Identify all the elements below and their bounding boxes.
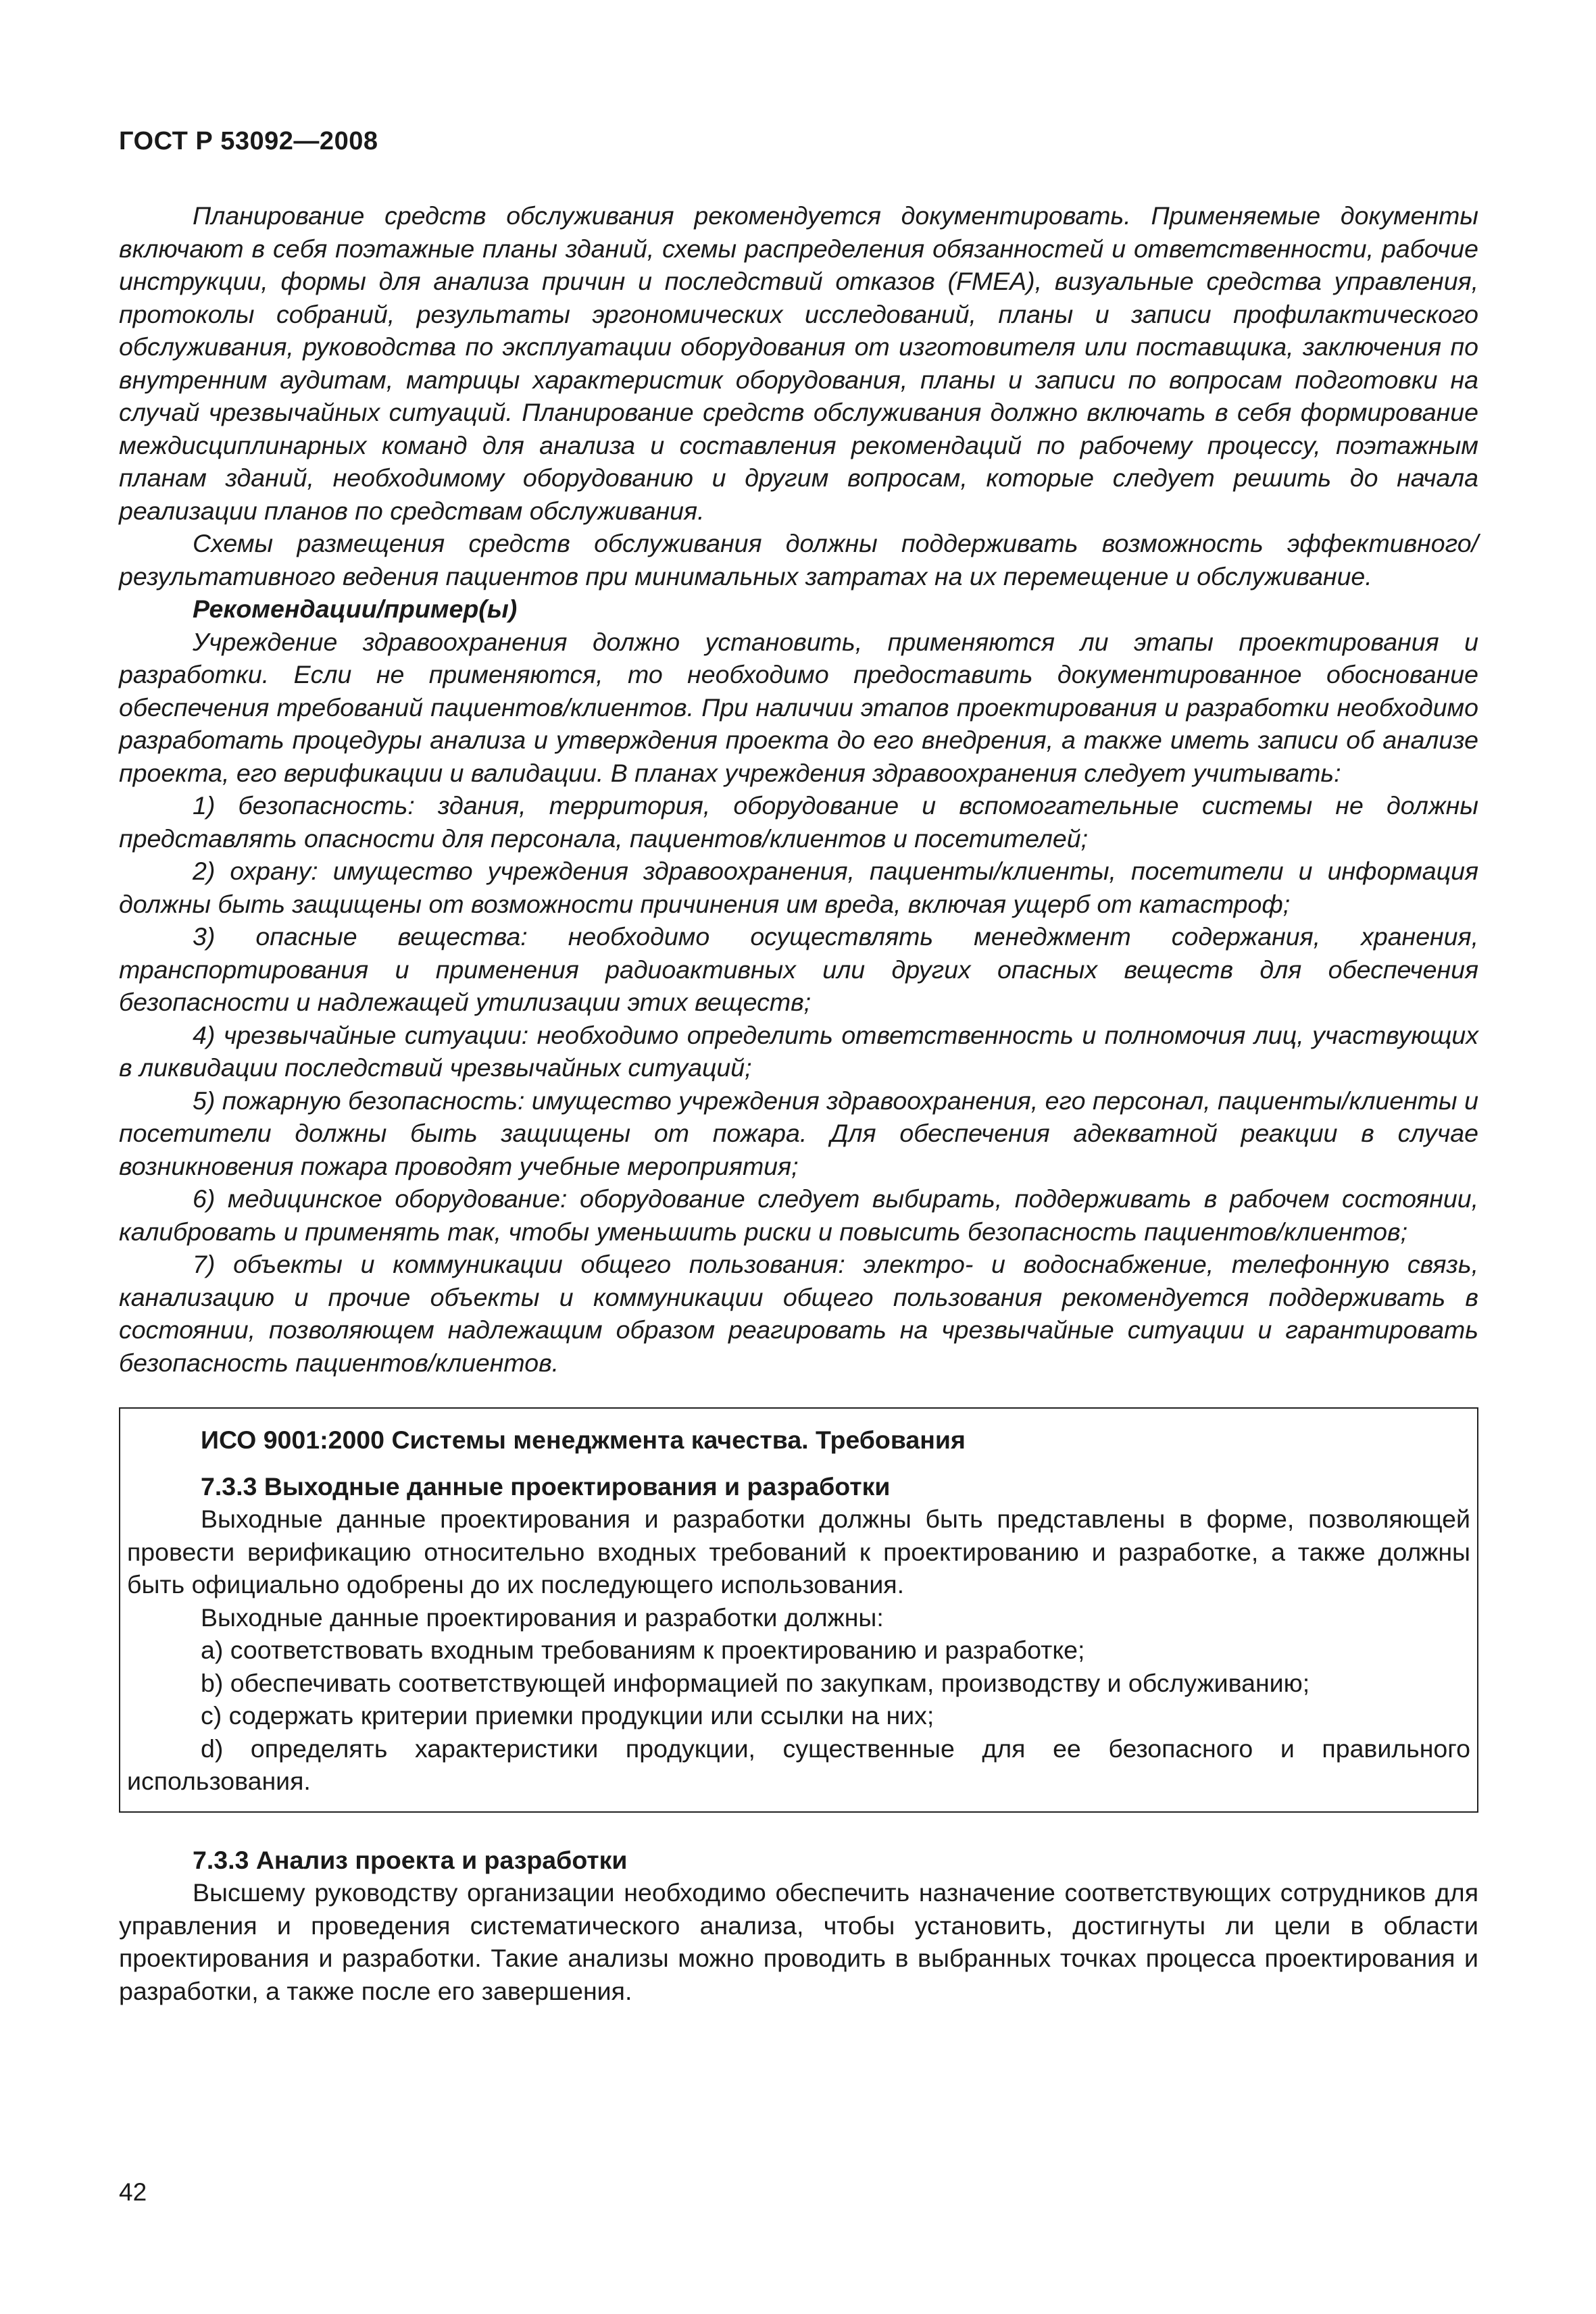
iso-box-subtitle: 7.3.3 Выходные данные проектирования и разработки — [201, 1472, 891, 1501]
recommendation-item: 3) опасные вещества: необходимо осуществлять менеджмент содержания, хранения, транспортирования и применения радиоактивных или других опасных веществ для обеспечения безопасности и надлежащей утилизации этих веществ; — [119, 922, 1478, 1016]
guidance-block — [119, 199, 1478, 1379]
iso-requirements-box — [119, 1407, 1478, 1813]
recommendation-item: 7) объекты и коммуникации общего пользования: электро- и водоснабжение, телефонную связь, канализацию и прочие объекты и коммуникации общего пользования рекомендуется поддерживать в состоянии, позволяющем надлежащим образом реагировать на чрезвычайные ситуации и гарантировать безопасность пациентов/клиентов. — [119, 1250, 1478, 1377]
iso-box-item: c) содержать критерии приемки продукции или ссылки на них; — [201, 1701, 934, 1730]
recommendation-paragraph: Учреждение здравоохранения должно установить, применяются ли этапы проектирования и разработки. Если не применяются, то необходимо предоставить документированное обоснование обеспечения требований пациентов/клиентов. При наличии этапов проектирования и разработки необходимо разработать процедуры анализа и утверждения проекта до его внедрения, а также иметь записи об анализе проекта, его верификации и валидации. В планах учреждения здравоохранения следует учитывать: — [119, 627, 1478, 787]
document-body — [119, 199, 1478, 2007]
recommendation-item: 6) медицинское оборудование: оборудование следует выбирать, поддерживать в рабочем состоянии, калибровать и применять так, чтобы уменьшить риски и повысить безопасность пациентов/клиентов; — [119, 1184, 1478, 1246]
iso-box-item: b) обеспечивать соответствующей информацией по закупкам, производству и обслуживанию; — [201, 1668, 1310, 1697]
recommendation-item: 2) охрану: имущество учреждения здравоохранения, пациенты/клиенты, посетители и информация должны быть защищены от возможности причинения им вреда, включая ущерб от катастроф; — [119, 857, 1478, 918]
recommendation-item: 4) чрезвычайные ситуации: необходимо определить ответственность и полномочия лиц, участвующих в ликвидации последствий чрезвычайных ситуаций; — [119, 1020, 1478, 1082]
iso-box-paragraph: Выходные данные проектирования и разработки должны быть представлены в форме, позволяющей провести верификацию относительно входных требований к проектированию и разработке, а также должны быть официально одобрены до их последующего использования. — [127, 1505, 1470, 1599]
iso-box-title: ИСО 9001:2000 Системы менеджмента качества. Требования — [201, 1426, 966, 1454]
design-review-section — [119, 1844, 1478, 2008]
recommendations-heading: Рекомендации/пример(ы) — [193, 595, 518, 623]
iso-box-item: d) определять характеристики продукции, существенные для ее безопасного и правильного использования. — [127, 1734, 1470, 1795]
iso-box-item: a) соответствовать входным требованиям к проектированию и разработке; — [201, 1636, 1085, 1664]
section-heading: 7.3.3 Анализ проекта и разработки — [193, 1845, 628, 1874]
guidance-paragraph: Схемы размещения средств обслуживания должны поддерживать возможность эффективного/результативного ведения пациентов при минимальных затратах на их перемещение и обслуживание. — [119, 529, 1478, 590]
iso-box-paragraph: Выходные данные проектирования и разработки должны: — [201, 1603, 884, 1632]
page-number: 42 — [119, 2178, 147, 2206]
guidance-paragraph: Планирование средств обслуживания рекомендуется документировать. Применяемые документы включают в себя поэтажные планы зданий, схемы распределения обязанностей и ответственности, рабочие инструкции, формы для анализа причин и последствий отказов (FMEA), визуальные средства управления, протоколы собраний, результаты эргономических исследований, планы и записи профилактического обслуживания, руководства по эксплуатации оборудования от изготовителя или поставщика, заключения по внутренним аудитам, матрицы характеристик оборудования, планы и записи по вопросам подготовки на случай чрезвычайных ситуаций. Планирование средств обслуживания должно включать в себя формирование междисциплинарных команд для анализа и составления рекомендаций по рабочему процессу, поэтажным планам зданий, необходимому оборудованию и другим вопросам, которые следует решить до начала реализации планов по средствам обслуживания. — [119, 201, 1478, 525]
section-paragraph: Высшему руководству организации необходимо обеспечить назначение соответствующих сотрудников для управления и проведения систематического анализа, чтобы установить, достигнуты ли цели в области проектирования и разработки. Такие анализы можно проводить в выбранных точках процесса проектирования и разработки, а также после его завершения. — [119, 1878, 1478, 2005]
recommendation-item: 1) безопасность: здания, территория, оборудование и вспомогательные системы не должны представлять опасности для персонала, пациентов/клиентов и посетителей; — [119, 791, 1478, 853]
standard-header: ГОСТ Р 53092—2008 — [119, 127, 378, 155]
recommendation-item: 5) пожарную безопасность: имущество учреждения здравоохранения, его персонал, пациенты/клиенты и посетители должны быть защищены от пожара. Для обеспечения адекватной реакции в случае возникновения пожара проводят учебные мероприятия; — [119, 1086, 1478, 1180]
